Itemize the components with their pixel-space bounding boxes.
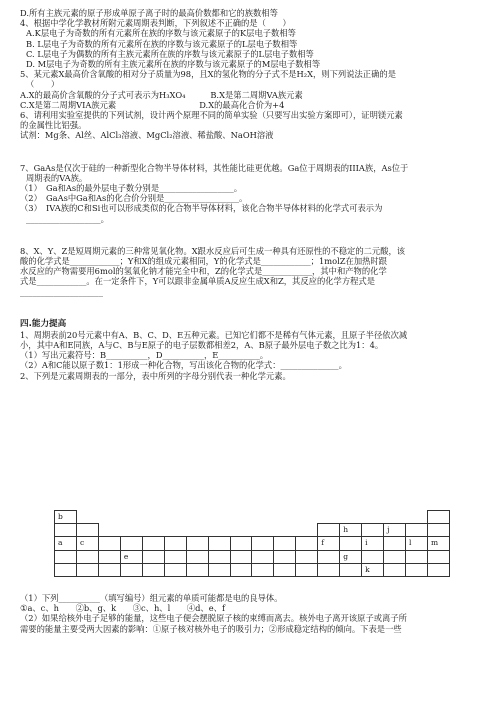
text-line: D.所有主族元素的原子形成单原子离子时的最高价数都和它的族数相等 xyxy=(20,8,278,18)
text-line: （2）如果给核外电子足够的能量，这些电子便会摆脱原子核的束缚而离去。核外电子离开该原子或离子所 xyxy=(20,613,407,624)
table-cell xyxy=(362,524,384,537)
table-cell xyxy=(252,511,274,524)
table-cell xyxy=(296,563,318,576)
table-cell xyxy=(274,524,296,537)
table-cell xyxy=(274,563,296,576)
table-cell xyxy=(208,524,230,537)
table-cell xyxy=(98,524,120,537)
text-line: （1）写出元素符号：B__________，D__________，E__________。 xyxy=(20,350,269,361)
table-cell xyxy=(76,550,98,563)
table-cell xyxy=(340,537,362,550)
text-line: 8、X、Y、Z是短周期元素的三种常见氧化物。X跟水反应后可生成一种具有还原性的不稳定的二元酸，该 xyxy=(20,245,406,256)
text-line: 需要的能量主要受两大因素的影响：①原子核对核外电子的吸引力；②形成稳定结构的倾向。下表是一些 xyxy=(20,623,402,634)
element-cell: h xyxy=(340,524,362,537)
text-line: 的金属性比铝强。 xyxy=(20,120,87,131)
table-cell xyxy=(274,537,296,550)
table-cell xyxy=(318,563,340,576)
table-cell xyxy=(296,511,318,524)
table-cell xyxy=(296,524,318,537)
table-cell xyxy=(164,524,186,537)
element-cell: g xyxy=(340,550,362,563)
element-cell: m xyxy=(427,537,449,550)
text-line: （1）下列__________（填写编号）组元素的单质可能都是电的良导体。 xyxy=(20,593,283,603)
text-line: （ ） xyxy=(26,79,60,90)
table-cell xyxy=(318,524,340,537)
table-cell xyxy=(120,511,142,524)
text-line: __________________。 xyxy=(26,213,109,224)
text-line: 4、根据中学化学教材所附元素周期表判断，下列叙述不正确的是（ ） xyxy=(20,18,291,29)
text-line: C. L层电子为偶数的所有主族元素所在族的序数与该元素原子的L层电子数相等 xyxy=(26,48,314,59)
text-line: （3） IVA族的C和Si也可以形成类似的化合物半导体材料，该化合物半导体材料的化学式可表示为 xyxy=(20,203,383,214)
text-line: A.X的最高价含氧酸的分子式可表示为H₃XO₄ B.X是第二周期VA族元素 xyxy=(20,89,303,100)
element-cell: a xyxy=(55,537,77,550)
table-row xyxy=(55,537,450,550)
table-cell xyxy=(384,537,406,550)
table-cell xyxy=(120,563,142,576)
element-cell: c xyxy=(76,537,98,550)
table-cell xyxy=(208,550,230,563)
table-cell xyxy=(208,563,230,576)
table-cell xyxy=(296,537,318,550)
table-cell xyxy=(340,511,362,524)
table-cell xyxy=(230,537,252,550)
table-cell xyxy=(55,550,77,563)
element-cell: i xyxy=(362,537,384,550)
table-cell xyxy=(274,550,296,563)
text-line: B. L层电子为奇数的所有元素所在族的序数与该元素原子的L层电子数相等 xyxy=(26,38,298,49)
table-cell xyxy=(427,511,449,524)
text-line: 式是____________。在一定条件下，Y可以跟非金属单质A反应生成X和Z，其反应的化学方程式是 xyxy=(20,276,376,287)
table-cell xyxy=(340,563,362,576)
text-line: 2、下列是元素周期表的一部分，表中所列的字母分别代表一种化学元素。 xyxy=(20,370,291,381)
text-line: （1） Ga和As的最外层电子数分别是__________________。 xyxy=(20,183,243,194)
table-cell xyxy=(252,550,274,563)
table-cell xyxy=(76,563,98,576)
ability-questions xyxy=(20,330,482,381)
table-cell xyxy=(142,537,164,550)
text-line: C.X是第二周期VIA族元素 D.X的最高化合价为+4 xyxy=(20,99,285,110)
table-row xyxy=(55,524,450,537)
element-cell: l xyxy=(406,537,428,550)
table-row xyxy=(55,563,450,576)
periodic-table-fragment xyxy=(54,510,450,577)
question-8 xyxy=(20,246,482,297)
table-cell xyxy=(186,511,208,524)
element-cell: f xyxy=(318,537,340,550)
text-line: A.K层电子为奇数的所有元素所在族的序数与该元素原子的K层电子数相等 xyxy=(26,28,296,39)
element-cell: j xyxy=(384,524,406,537)
table-cell xyxy=(427,563,449,576)
table-cell xyxy=(164,550,186,563)
text-line: ____________________ xyxy=(20,286,103,297)
text-line: D. M层电子为奇数的所有主族元素所在族的序数与该元素原子的M层电子数相等 xyxy=(26,59,321,70)
table-cell xyxy=(384,511,406,524)
question-7 xyxy=(20,163,482,224)
table-cell xyxy=(427,524,449,537)
element-cell: e xyxy=(120,550,142,563)
table-cell xyxy=(406,524,428,537)
questions-top xyxy=(20,8,482,141)
text-line: ①a、c、h ②b、g、k ③c、h、l ④d、e、f xyxy=(20,603,226,614)
text-line: 1、周期表前20号元素中有A、B、C、D、E五种元素。已知它们都不是稀有气体元素，且原子半径依次减 xyxy=(20,329,408,340)
section-heading: 四.能力提高 xyxy=(20,318,67,329)
text-line: 7、GaAs是仅次于硅的一种新型化合物半导体材料，其性能比硅更优越。Ga位于周期表的IIIA族，As位于 xyxy=(20,162,409,173)
table-cell xyxy=(384,550,406,563)
table-cell xyxy=(208,511,230,524)
table-cell xyxy=(406,511,428,524)
table-cell xyxy=(55,563,77,576)
table-cell xyxy=(208,537,230,550)
table-row xyxy=(55,511,450,524)
text-line: 试剂：Mg条、Al丝、AlCl₃溶液、MgCl₂溶液、稀盐酸、NaOH溶液 xyxy=(20,130,274,141)
table-cell xyxy=(76,511,98,524)
table-cell xyxy=(252,537,274,550)
table-cell xyxy=(55,524,77,537)
table-cell xyxy=(252,524,274,537)
text-line: （2） GaAs中Ga和As的化合价分别是__________________。 xyxy=(20,193,248,204)
text-line: 酸的化学式是____________；Y和X的组成元素相同，Y的化学式是____________；1molZ在加热时跟 xyxy=(20,256,388,267)
text-line: 5、某元素X最高价含氧酸的相对分子质量为98，且X的氢化物的分子式不是H₂X，则下列说法正确的是 xyxy=(20,69,396,80)
table-cell xyxy=(362,511,384,524)
table-cell xyxy=(76,524,98,537)
table-cell xyxy=(186,563,208,576)
table-cell xyxy=(164,537,186,550)
text-line: 周期表的VA族。 xyxy=(26,172,88,183)
table-cell xyxy=(230,524,252,537)
table-cell xyxy=(230,563,252,576)
worksheet-page xyxy=(20,8,482,381)
table-cell xyxy=(274,511,296,524)
questions-bottom xyxy=(20,593,482,634)
table-cell xyxy=(384,563,406,576)
table-cell xyxy=(406,563,428,576)
element-cell: k xyxy=(362,563,384,576)
table-cell xyxy=(230,550,252,563)
table-cell xyxy=(186,524,208,537)
table-cell xyxy=(252,563,274,576)
table-cell xyxy=(120,524,142,537)
table-cell xyxy=(406,550,428,563)
text-line: 小，其中A和E同族，A与C、B与E原子的电子层数都相差2，A、B原子最外层电子数之比为1：4。 xyxy=(20,340,384,351)
table-cell xyxy=(142,511,164,524)
table-cell xyxy=(142,563,164,576)
table-cell xyxy=(98,511,120,524)
table-row xyxy=(55,550,450,563)
text-line: （2）A和C能以原子数1：1形成一种化合物，写出该化合物的化学式：______________。 xyxy=(20,360,347,371)
table-cell xyxy=(164,511,186,524)
text-line: 水反应的产物需要用6mol的氢氧化钠才能完全中和，Z的化学式是____________，其中和产物的化学 xyxy=(20,266,387,277)
element-cell: b xyxy=(55,511,77,524)
text-line: 6、请利用实验室提供的下列试剂，设计两个原理不同的简单实验（只要写出实验方案即可），证明镁元素 xyxy=(20,110,403,121)
table-cell xyxy=(296,550,318,563)
table-cell xyxy=(98,537,120,550)
table-cell xyxy=(318,550,340,563)
table-cell xyxy=(142,524,164,537)
table-cell xyxy=(318,511,340,524)
table-cell xyxy=(164,563,186,576)
table-cell xyxy=(186,550,208,563)
table-cell xyxy=(98,563,120,576)
table-cell xyxy=(142,550,164,563)
table-cell xyxy=(362,550,384,563)
table-cell xyxy=(230,511,252,524)
table-cell xyxy=(427,550,449,563)
table-cell xyxy=(98,550,120,563)
table-cell xyxy=(120,537,142,550)
table-cell xyxy=(186,537,208,550)
